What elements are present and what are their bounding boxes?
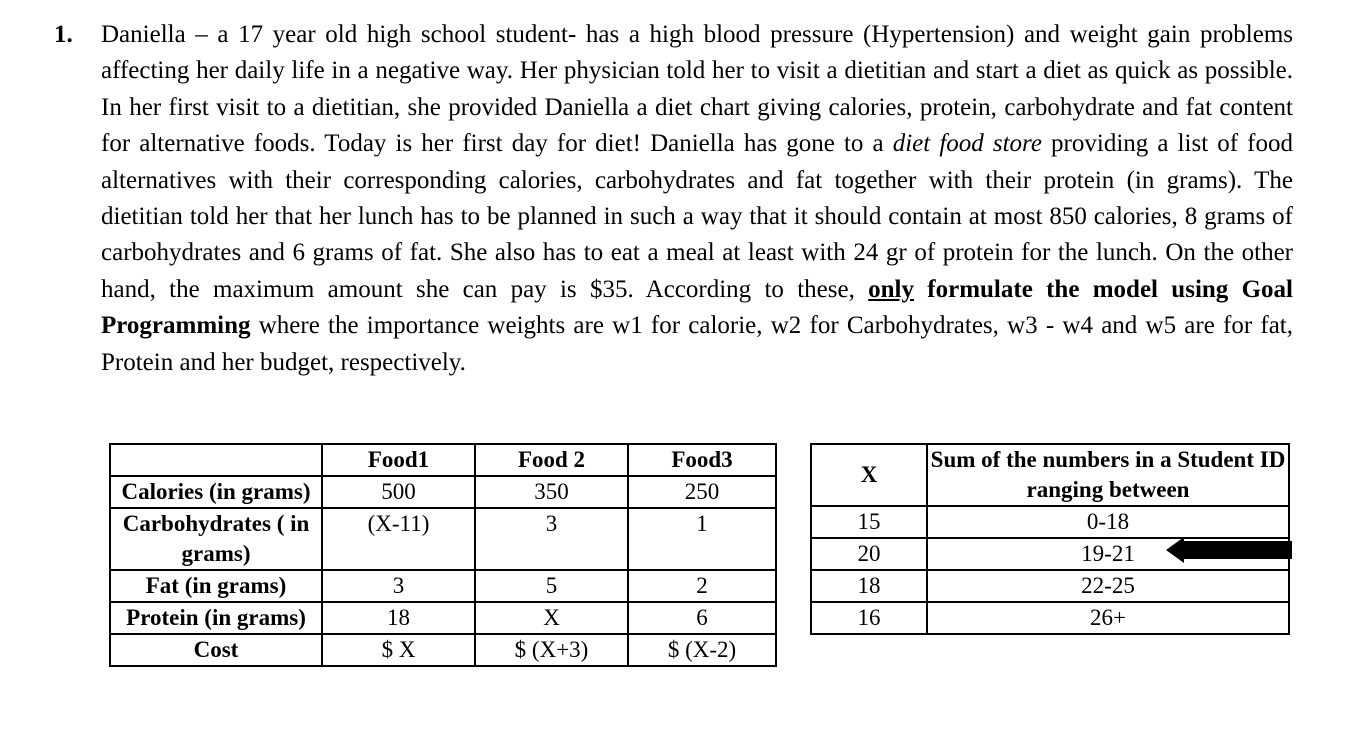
table-row [811, 570, 1289, 602]
table-cell: 15 [811, 506, 927, 538]
table-cell: 0-18 [927, 506, 1289, 538]
question-text-part-3: where the importance weights are w1 for calorie, w2 for Carbohydrates, w3 - w4 and w5 are for fat, Protein and her budget, respectively. [101, 312, 1293, 376]
table-cell: $ X [322, 634, 475, 666]
goal-programming-phrase: formulate the model using Goal Programming [101, 275, 1293, 340]
table-cell: 1 [628, 508, 776, 570]
arrow-left-icon [1166, 536, 1292, 564]
table-cell: 22-25 [927, 570, 1289, 602]
diet-header-food1: Food1 [322, 444, 475, 476]
question-text-part-2: providing a list of food alternatives with their corresponding calories, carbohydrates and fat together with their protein (in grams). The dietitian told her that her lunch has to be planned in such a way that it should contain at most 850 calories, 8 grams of carbohydrates and 6 grams of fat. She also has to eat a meal at least with 24 gr of protein for the lunch. On the other hand, the maximum amount she can pay is $35. According to these, [101, 130, 1293, 303]
table-row [110, 476, 776, 508]
table-cell: $ (X+3) [475, 634, 628, 666]
table-cell: 6 [628, 602, 776, 634]
row-label-carbohydrates: Carbohydrates ( in grams) [110, 508, 322, 570]
table-cell: 16 [811, 602, 927, 634]
table-cell: 19-21 [927, 538, 1289, 570]
row-label-calories: Calories (in grams) [110, 476, 322, 508]
id-table-header-row [811, 444, 1289, 506]
table-cell: 3 [322, 570, 475, 602]
diet-header-food3: Food3 [628, 444, 776, 476]
row-label-cost: Cost [110, 634, 322, 666]
table-cell: 5 [475, 570, 628, 602]
table-cell: 18 [811, 570, 927, 602]
table-row [110, 602, 776, 634]
diet-table [109, 443, 777, 667]
question-text-part-1: Daniella – a 17 year old high school student- has a high blood pressure (Hypertension) and weight gain problems affecting her daily life in a negative way. Her physician told her to visit a dietitian and start a diet as quick as possible. In her first visit to a dietitian, she provided Daniella a diet chart giving calories, protein, carbohydrate and fat content for alternative foods. Today is her first day for diet! Daniella has gone to a [101, 21, 1293, 158]
question-text [101, 17, 1293, 381]
table-cell: 26+ [927, 602, 1289, 634]
table-cell: 3 [475, 508, 628, 570]
table-row [110, 570, 776, 602]
table-cell: 350 [475, 476, 628, 508]
table-cell: 500 [322, 476, 475, 508]
table-row [110, 508, 776, 570]
table-cell: 20 [811, 538, 927, 570]
table-cell: X [475, 602, 628, 634]
diet-table-header-row [110, 444, 776, 476]
diet-header-food2: Food 2 [475, 444, 628, 476]
row-label-protein: Protein (in grams) [110, 602, 322, 634]
table-row [110, 634, 776, 666]
table-cell: 250 [628, 476, 776, 508]
table-cell: (X-11) [322, 508, 475, 570]
id-header-sum: Sum of the numbers in a Student ID ranging between [927, 444, 1289, 506]
row-label-fat: Fat (in grams) [110, 570, 322, 602]
table-cell: $ (X-2) [628, 634, 776, 666]
id-header-x: X [811, 444, 927, 506]
diet-food-store-phrase: diet food store [892, 130, 1042, 158]
table-cell: 2 [628, 570, 776, 602]
table-row [811, 506, 1289, 538]
only-emphasis: only [868, 275, 914, 303]
diet-header-empty [110, 444, 322, 476]
table-row [811, 602, 1289, 634]
question-number: 1. [54, 21, 73, 48]
table-cell: 18 [322, 602, 475, 634]
